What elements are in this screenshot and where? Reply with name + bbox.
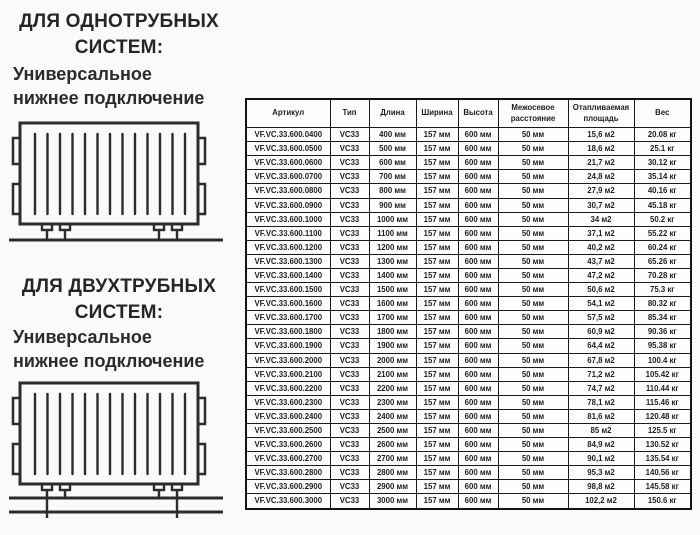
table-cell: 1000 мм [369,212,416,226]
table-cell: 1200 мм [369,240,416,254]
table-cell: 95.38 кг [634,339,691,353]
table-cell: 600 мм [458,311,498,325]
table-cell: 125.5 кг [634,424,691,438]
table-row [246,212,691,226]
table-row [246,184,691,198]
table-row [246,311,691,325]
table-cell: 600 мм [458,409,498,423]
column-header-heated-area: Отапливаемая площадь [568,99,634,128]
table-cell: 157 мм [416,212,458,226]
table-row [246,156,691,170]
table-cell: 50 мм [498,170,568,184]
table-cell: VF.VC.33.600.0600 [246,156,330,170]
table-cell: 50 мм [498,367,568,381]
table-cell: VF.VC.33.600.0800 [246,184,330,198]
table-row [246,198,691,212]
table-cell: VF.VC.33.600.1900 [246,339,330,353]
table-cell: 55.22 кг [634,226,691,240]
table-cell: VC33 [330,395,369,409]
single-pipe-subtitle: Универсальное нижнее подключение [13,64,205,108]
table-cell: VC33 [330,424,369,438]
table-cell: 157 мм [416,311,458,325]
table-cell: 50 мм [498,212,568,226]
table-cell: VF.VC.33.600.2400 [246,409,330,423]
table-cell: VF.VC.33.600.3000 [246,494,330,509]
table-cell: 70.28 кг [634,268,691,282]
table-row [246,381,691,395]
table-cell: VC33 [330,240,369,254]
spec-table-body [246,128,691,509]
table-cell: 157 мм [416,438,458,452]
table-cell: VC33 [330,128,369,142]
single-pipe-title-line2: СИСТЕМ: [74,37,164,59]
double-pipe-title [12,274,226,326]
table-cell: 1300 мм [369,254,416,268]
table-cell: VC33 [330,381,369,395]
table-cell: 2100 мм [369,367,416,381]
table-cell: 2800 мм [369,466,416,480]
table-cell: 600 мм [458,240,498,254]
table-cell: 1100 мм [369,226,416,240]
table-cell: VC33 [330,311,369,325]
table-cell: 157 мм [416,424,458,438]
table-cell: 2500 мм [369,424,416,438]
table-cell: VC33 [330,156,369,170]
table-cell: 85.34 кг [634,311,691,325]
table-cell: 157 мм [416,268,458,282]
table-cell: 50 мм [498,156,568,170]
table-cell: 600 мм [458,254,498,268]
table-row [246,170,691,184]
table-cell: 75.3 кг [634,283,691,297]
table-cell: 900 мм [369,198,416,212]
table-cell: VC33 [330,283,369,297]
table-cell: 102,2 м2 [568,494,634,509]
table-cell: 2600 мм [369,438,416,452]
table-cell: 74,7 м2 [568,381,634,395]
table-cell: VF.VC.33.600.1500 [246,283,330,297]
table-cell: 600 мм [458,156,498,170]
table-cell: 30.12 кг [634,156,691,170]
table-row [246,268,691,282]
table-cell: 600 мм [458,466,498,480]
single-pipe-title [12,9,226,61]
table-cell: 600 мм [458,283,498,297]
table-cell: VF.VC.33.600.1200 [246,240,330,254]
table-cell: 85 м2 [568,424,634,438]
table-cell: 2000 мм [369,353,416,367]
table-row [246,409,691,423]
table-row [246,494,691,509]
table-cell: 50,6 м2 [568,283,634,297]
table-cell: VC33 [330,226,369,240]
table-cell: 50 мм [498,480,568,494]
table-cell: 600 мм [458,297,498,311]
table-cell: 1400 мм [369,268,416,282]
table-cell: VF.VC.33.600.1300 [246,254,330,268]
table-cell: 50 мм [498,283,568,297]
table-cell: 78,1 м2 [568,395,634,409]
table-cell: 157 мм [416,156,458,170]
table-cell: 34 м2 [568,212,634,226]
table-cell: 157 мм [416,452,458,466]
table-cell: 1700 мм [369,311,416,325]
table-cell: 57,5 м2 [568,311,634,325]
table-cell: 15,6 м2 [568,128,634,142]
table-cell: 600 мм [458,452,498,466]
table-header-row [246,99,691,128]
table-cell: 60.24 кг [634,240,691,254]
table-cell: VF.VC.33.600.0500 [246,142,330,156]
table-cell: VF.VC.33.600.2300 [246,395,330,409]
table-row [246,438,691,452]
table-cell: VC33 [330,297,369,311]
table-cell: 84,9 м2 [568,438,634,452]
table-cell: VC33 [330,466,369,480]
table-cell: 50 мм [498,268,568,282]
table-cell: 43,7 м2 [568,254,634,268]
table-row [246,283,691,297]
table-cell: 600 мм [458,494,498,509]
table-row [246,424,691,438]
double-pipe-title-line2: СИСТЕМ: [74,302,164,324]
table-cell: 1800 мм [369,325,416,339]
table-row [246,128,691,142]
table-cell: 157 мм [416,240,458,254]
table-cell: 50 мм [498,128,568,142]
table-cell: 50 мм [498,438,568,452]
table-cell: VF.VC.33.600.1600 [246,297,330,311]
table-row [246,142,691,156]
table-cell: 100.4 кг [634,353,691,367]
table-cell: 135.54 кг [634,452,691,466]
table-cell: 50 мм [498,198,568,212]
table-cell: VC33 [330,367,369,381]
radiator-diagram-single-pipe-icon [8,118,224,246]
table-cell: 2300 мм [369,395,416,409]
table-cell: VF.VC.33.600.1400 [246,268,330,282]
table-cell: 54,1 м2 [568,297,634,311]
table-cell: 50 мм [498,311,568,325]
table-cell: 2700 мм [369,452,416,466]
table-cell: 600 мм [458,480,498,494]
table-row [246,297,691,311]
table-cell: 67,8 м2 [568,353,634,367]
table-cell: 600 мм [458,381,498,395]
table-cell: 600 мм [458,198,498,212]
column-header-width: Ширина [416,99,458,128]
table-cell: 600 мм [458,325,498,339]
table-cell: 81,6 м2 [568,409,634,423]
column-header-type: Тип [330,99,369,128]
table-row [246,325,691,339]
table-cell: 50 мм [498,254,568,268]
column-header-axial-distance: Межосевое расстояние [498,99,568,128]
table-cell: 157 мм [416,170,458,184]
table-cell: 600 мм [458,170,498,184]
table-cell: 157 мм [416,128,458,142]
table-cell: 600 мм [458,212,498,226]
table-cell: 105.42 кг [634,367,691,381]
table-cell: 157 мм [416,494,458,509]
table-cell: 50 мм [498,226,568,240]
table-cell: 25.1 кг [634,142,691,156]
table-cell: 50 мм [498,184,568,198]
table-cell: 700 мм [369,170,416,184]
table-cell: VF.VC.33.600.2100 [246,367,330,381]
table-cell: 60,9 м2 [568,325,634,339]
table-cell: 600 мм [458,424,498,438]
table-cell: VF.VC.33.600.2800 [246,466,330,480]
table-cell: 150.6 кг [634,494,691,509]
table-cell: VF.VC.33.600.2500 [246,424,330,438]
table-cell: VC33 [330,452,369,466]
table-cell: 30,7 м2 [568,198,634,212]
column-header-weight: Вес [634,99,691,128]
table-cell: 600 мм [458,395,498,409]
radiator-diagram-double-pipe-icon [8,378,224,524]
table-cell: 50 мм [498,325,568,339]
table-cell: 50 мм [498,466,568,480]
table-cell: VF.VC.33.600.2200 [246,381,330,395]
table-cell: 130.52 кг [634,438,691,452]
table-row [246,353,691,367]
table-cell: 157 мм [416,283,458,297]
table-cell: VC33 [330,353,369,367]
table-cell: 600 мм [458,339,498,353]
table-cell: 157 мм [416,466,458,480]
table-cell: VF.VC.33.600.1700 [246,311,330,325]
table-row [246,367,691,381]
table-cell: 65.26 кг [634,254,691,268]
table-cell: VF.VC.33.600.2700 [246,452,330,466]
table-cell: VC33 [330,494,369,509]
table-cell: VF.VC.33.600.1100 [246,226,330,240]
table-cell: 50 мм [498,240,568,254]
table-cell: 27,9 м2 [568,184,634,198]
table-cell: 157 мм [416,381,458,395]
table-cell: 157 мм [416,254,458,268]
table-cell: VC33 [330,438,369,452]
table-cell: 600 мм [458,438,498,452]
table-cell: 40,2 м2 [568,240,634,254]
table-cell: VF.VC.33.600.1000 [246,212,330,226]
table-cell: 600 мм [458,142,498,156]
table-cell: 2900 мм [369,480,416,494]
spec-table [245,98,692,510]
table-cell: 50.2 кг [634,212,691,226]
table-cell: 157 мм [416,198,458,212]
table-cell: 24,8 м2 [568,170,634,184]
table-cell: 600 мм [458,128,498,142]
table-cell: VF.VC.33.600.0700 [246,170,330,184]
table-cell: 1500 мм [369,283,416,297]
table-cell: 1600 мм [369,297,416,311]
table-cell: 2400 мм [369,409,416,423]
table-cell: VC33 [330,409,369,423]
column-header-length: Длина [369,99,416,128]
table-row [246,480,691,494]
column-header-article: Артикул [246,99,330,128]
table-cell: 50 мм [498,353,568,367]
table-cell: VC33 [330,339,369,353]
table-cell: 140.56 кг [634,466,691,480]
spec-table-container [245,98,692,510]
double-pipe-subtitle: Универсальное нижнее подключение [13,327,205,371]
table-cell: 1900 мм [369,339,416,353]
table-cell: 50 мм [498,395,568,409]
table-cell: 157 мм [416,395,458,409]
table-cell: VF.VC.33.600.1800 [246,325,330,339]
table-cell: 50 мм [498,409,568,423]
table-cell: 50 мм [498,452,568,466]
table-row [246,226,691,240]
table-row [246,339,691,353]
table-cell: VC33 [330,212,369,226]
table-cell: 157 мм [416,480,458,494]
table-cell: 600 мм [458,268,498,282]
table-cell: 115.46 кг [634,395,691,409]
table-cell: VF.VC.33.600.0900 [246,198,330,212]
table-cell: 50 мм [498,424,568,438]
table-cell: 157 мм [416,142,458,156]
table-row [246,240,691,254]
column-header-height: Высота [458,99,498,128]
table-cell: 64,4 м2 [568,339,634,353]
table-cell: VC33 [330,170,369,184]
table-cell: 47,2 м2 [568,268,634,282]
table-cell: 110.44 кг [634,381,691,395]
single-pipe-title-line1: ДЛЯ ОДНОТРУБНЫХ [19,11,219,32]
table-cell: VF.VC.33.600.2600 [246,438,330,452]
table-cell: 37,1 м2 [568,226,634,240]
table-row [246,395,691,409]
table-cell: 600 мм [458,184,498,198]
table-cell: 157 мм [416,409,458,423]
table-cell: 157 мм [416,184,458,198]
table-cell: 145.58 кг [634,480,691,494]
table-cell: 800 мм [369,184,416,198]
table-cell: 98,8 м2 [568,480,634,494]
table-cell: 600 мм [369,156,416,170]
table-cell: 157 мм [416,297,458,311]
table-cell: 600 мм [458,353,498,367]
double-pipe-title-line1: ДЛЯ ДВУХТРУБНЫХ [21,276,217,297]
table-cell: VC33 [330,480,369,494]
table-cell: 50 мм [498,297,568,311]
table-cell: 157 мм [416,226,458,240]
table-cell: 157 мм [416,353,458,367]
table-cell: 400 мм [369,128,416,142]
table-cell: 18,6 м2 [568,142,634,156]
table-cell: 50 мм [498,142,568,156]
table-row [246,466,691,480]
table-cell: 71,2 м2 [568,367,634,381]
table-cell: 90,1 м2 [568,452,634,466]
table-cell: 80.32 кг [634,297,691,311]
table-cell: 157 мм [416,367,458,381]
table-cell: 2200 мм [369,381,416,395]
table-cell: VC33 [330,184,369,198]
table-cell: 35.14 кг [634,170,691,184]
table-cell: VF.VC.33.600.0400 [246,128,330,142]
table-cell: 50 мм [498,339,568,353]
table-cell: VF.VC.33.600.2000 [246,353,330,367]
table-cell: 90.36 кг [634,325,691,339]
table-row [246,254,691,268]
table-cell: 50 мм [498,381,568,395]
table-cell: VC33 [330,142,369,156]
table-cell: 120.48 кг [634,409,691,423]
table-cell: 157 мм [416,325,458,339]
table-row [246,452,691,466]
table-cell: 157 мм [416,339,458,353]
table-cell: VC33 [330,254,369,268]
table-cell: 95,3 м2 [568,466,634,480]
left-panel [0,0,240,535]
table-cell: VC33 [330,198,369,212]
table-cell: 40.16 кг [634,184,691,198]
table-cell: 50 мм [498,494,568,509]
table-cell: VC33 [330,268,369,282]
table-cell: 600 мм [458,367,498,381]
table-cell: VF.VC.33.600.2900 [246,480,330,494]
table-cell: 3000 мм [369,494,416,509]
table-cell: 500 мм [369,142,416,156]
table-cell: 45.18 кг [634,198,691,212]
table-cell: 600 мм [458,226,498,240]
table-cell: 21,7 м2 [568,156,634,170]
table-cell: 20.08 кг [634,128,691,142]
table-cell: VC33 [330,325,369,339]
